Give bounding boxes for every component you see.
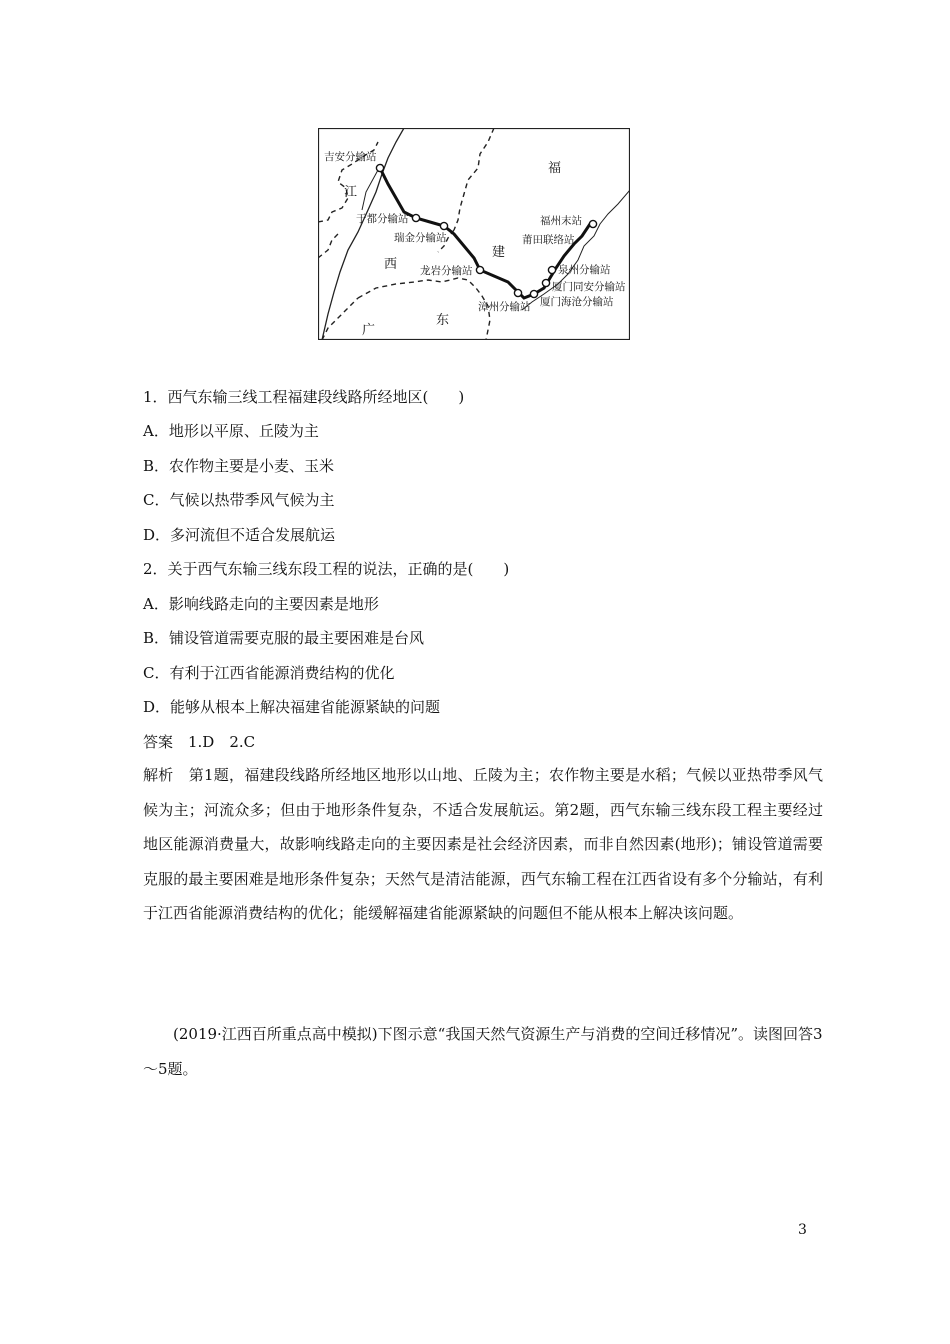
label-tongan-station: 厦门同安分输站 (552, 281, 626, 293)
pipeline-map-svg (318, 128, 630, 340)
label-dong: 东 (436, 313, 450, 328)
station-marker-haicang (530, 290, 537, 297)
station-marker-tongan (542, 279, 549, 286)
label-jian-station: 吉安分输站 (324, 151, 377, 163)
label-ruijin-station: 瑞金分输站 (394, 232, 447, 244)
question-2-option-a: A．影响线路走向的主要因素是地形 (143, 595, 379, 613)
label-longyan-station: 龙岩分输站 (420, 265, 473, 277)
station-marker-zhangzhou (514, 289, 521, 296)
question-1-option-c: C．气候以热带季风气候为主 (143, 491, 335, 509)
answer-line: 答案 1.D 2.C (143, 733, 256, 751)
question-2-stem: 2．关于西气东输三线东段工程的说法，正确的是( ) (143, 560, 510, 578)
boundary-jx-fj-north (454, 128, 494, 230)
label-yudu-station: 于都分输站 (356, 213, 409, 225)
label-putian-station: 莆田联络站 (522, 234, 575, 246)
station-marker-longyan (476, 266, 483, 273)
boundary-west-2 (318, 234, 338, 258)
station-marker-ruijin (440, 222, 447, 229)
station-marker-jian (376, 164, 383, 171)
label-xi: 西 (384, 257, 398, 272)
label-jian: 建 (492, 245, 506, 260)
analysis-paragraph: 解析 第1题，福建段线路所经地区地形以山地、丘陵为主；农作物主要是水稻；气候以亚热带季风气候为主；河流众多；但由于地形条件复杂，不适合发展航运。第2题，西气东输三线东段工程主要经过地区能源消费量大，故影响线路走向的主要因素是社会经济因素，而非自然因素(地形)；铺设管道需要克服的最主要困难是地形条件复杂；天然气是清洁能源，西气东输工程在江西省设有多个分输站，有利于江西省能源消费结构的优化；能缓解福建省能源紧缺的问题但不能从根本上解决该问题。 (143, 766, 823, 922)
page-number: 3 (798, 1222, 807, 1238)
station-marker-yudu (412, 214, 419, 221)
label-zhangzhou-station: 漳州分输站 (478, 301, 531, 313)
question-2-option-d: D．能够从根本上解决福建省能源紧缺的问题 (143, 698, 441, 716)
label-haicang-station: 厦门海沧分输站 (540, 296, 614, 308)
label-guang: 广 (362, 323, 376, 338)
question-1-option-d: D．多河流但不适合发展航运 (143, 526, 336, 544)
station-marker-quanzhou (548, 266, 555, 273)
question-1-option-b: B．农作物主要是小麦、玉米 (143, 457, 335, 475)
question-1-stem: 1．西气东输三线工程福建段线路所经地区( ) (143, 388, 465, 406)
station-marker-fuzhou (589, 220, 596, 227)
label-jiang: 江 (344, 185, 358, 200)
boundary-south (358, 278, 490, 340)
label-quanzhou-station: 泉州分输站 (558, 264, 611, 276)
question-2-option-c: C．有利于江西省能源消费结构的优化 (143, 664, 395, 682)
pipeline-map (318, 128, 630, 340)
label-fu: 福 (548, 161, 562, 176)
label-fuzhou-station: 福州末站 (540, 215, 582, 227)
question-2-option-b: B．铺设管道需要克服的最主要困难是台风 (143, 629, 425, 647)
question-1-option-a: A．地形以平原、丘陵为主 (143, 422, 319, 440)
next-question-intro: (2019·江西百所重点高中模拟)下图示意“我国天然气资源生产与消费的空间迁移情况”。读图回答3～5题。 (143, 1025, 823, 1078)
